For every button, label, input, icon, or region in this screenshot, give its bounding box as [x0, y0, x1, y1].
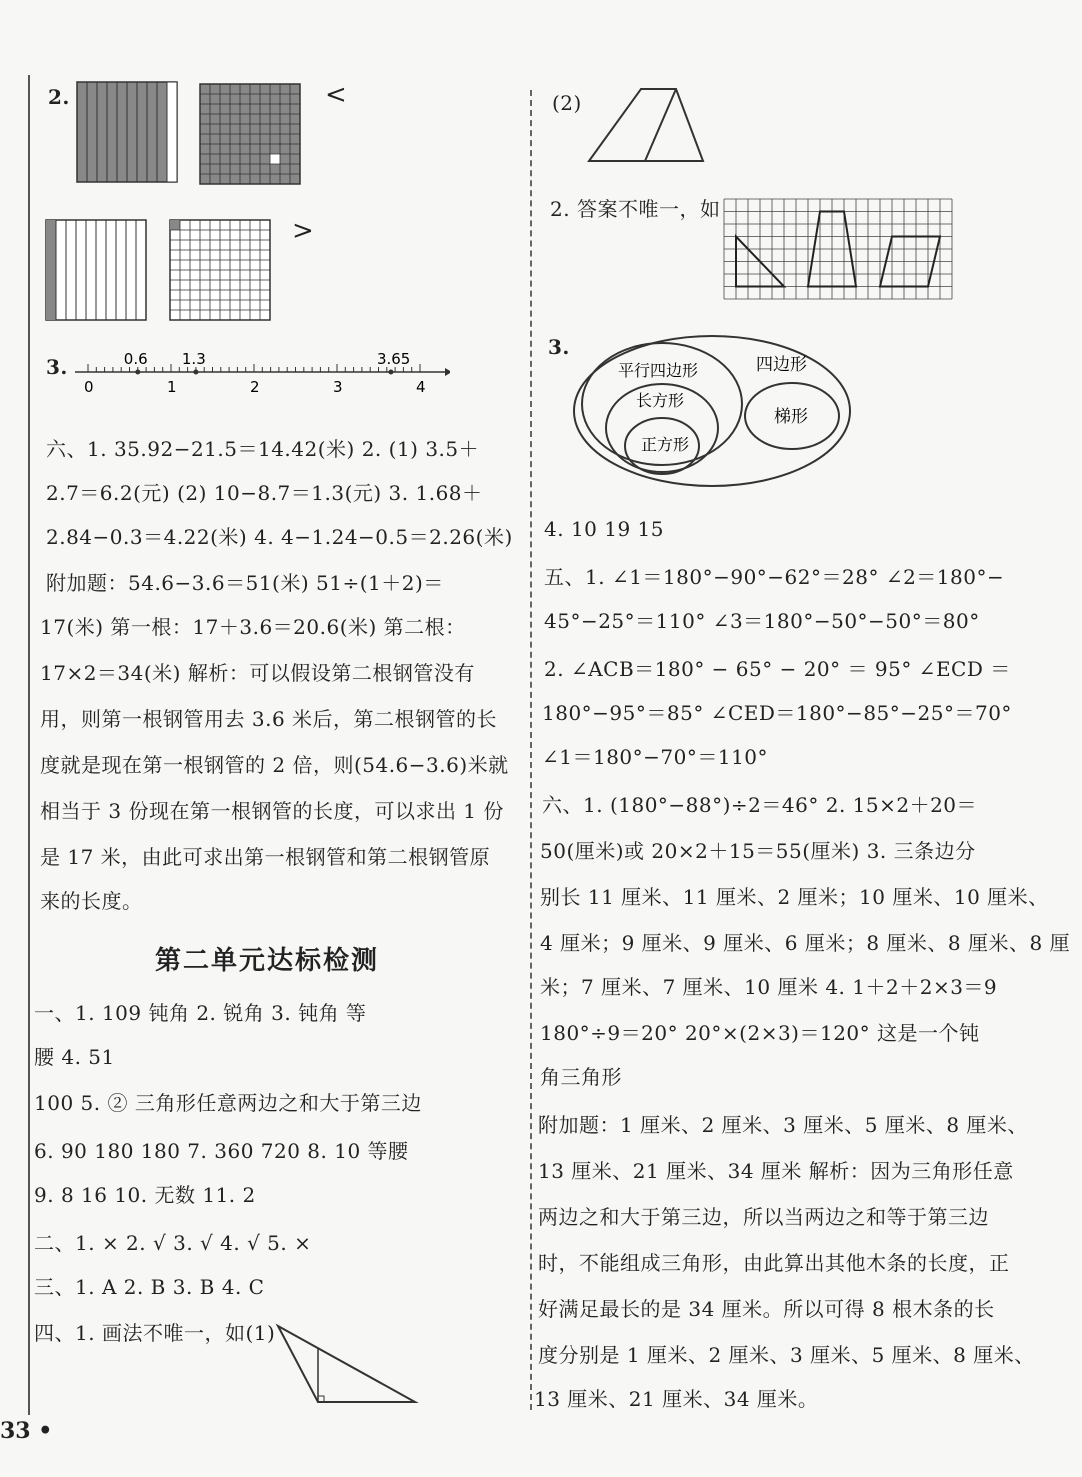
right-line-18: 度分别是 1 厘米、2 厘米、3 厘米、5 厘米、8 厘米、: [538, 1343, 1035, 1367]
fig2-label: (2): [552, 91, 582, 115]
right-line-11: 180°÷9＝20° 20°×(2×3)＝120° 这是一个钝: [540, 1021, 980, 1045]
number-line-point-label: 1.3: [181, 350, 206, 368]
grid-figure: [723, 198, 953, 306]
q2-label: 2.: [48, 85, 70, 109]
q2-text: 2. 答案不唯一，如: [550, 197, 721, 221]
unit-line-8: 四、1. 画法不唯一，如(1): [34, 1321, 276, 1345]
number-line-point: [135, 370, 140, 375]
right-line-12: 角三角形: [540, 1065, 622, 1089]
unit-line-3: 100 5. ② 三角形任意两边之和大于第三边: [34, 1091, 422, 1115]
number-line-point: [388, 370, 393, 375]
right-line-19: 13 厘米、21 厘米、34 厘米。: [534, 1387, 819, 1411]
extra-line-8: 来的长度。: [40, 889, 143, 913]
compare-sign-1: <: [325, 80, 348, 110]
grid-rect-1: [200, 84, 300, 184]
extra-line-6: 相当于 3 份现在第一根钢管的长度，可以求出 1 份: [40, 799, 504, 823]
right-line-3: 2. ∠ACB＝180° − 65° − 20° ＝ 95° ∠ECD ＝: [544, 657, 1011, 681]
right-line-6: 六、1. (180°−88°)÷2＝46° 2. 15×2＋20＝: [542, 793, 978, 817]
q4-text: 4. 10 19 15: [544, 517, 665, 541]
q3-label: 3.: [548, 335, 570, 359]
right-line-10: 米；7 厘米、7 厘米、10 厘米 4. 1＋2＋2×3＝9: [540, 975, 998, 999]
six-line-2: 2.7＝6.2(元) (2) 10−8.7＝1.3(元) 3. 1.68＋: [46, 481, 483, 505]
extra-line-1: 附加题：54.6−3.6＝51(米) 51÷(1＋2)＝: [46, 571, 444, 595]
number-line: [70, 350, 450, 410]
venn-label-rectangle: 长方形: [636, 391, 685, 410]
unit-title: 第二单元达标检测: [155, 946, 380, 976]
right-line-7: 50(厘米)或 20×2＋15＝55(厘米) 3. 三条边分: [540, 839, 976, 863]
unit-line-5: 9. 8 16 10. 无数 11. 2: [34, 1183, 256, 1207]
striped-rect-2: [46, 220, 146, 320]
six-line-3: 2.84−0.3＝4.22(米) 4. 4−1.24−0.5＝2.26(米): [46, 525, 513, 549]
left-margin-rule: [28, 75, 30, 1415]
venn-label-quadrilateral: 四边形: [756, 355, 807, 375]
column-divider: [530, 90, 534, 1410]
right-line-1: 五、1. ∠1＝180°−90°−62°＝28° ∠2＝180°−: [544, 565, 1005, 589]
parallelogram-triangle-figure: [583, 85, 713, 167]
unit-line-4: 6. 90 180 180 7. 360 720 8. 10 等腰: [34, 1139, 409, 1163]
right-line-14: 13 厘米、21 厘米、34 厘米 解析：因为三角形任意: [538, 1159, 1014, 1183]
unit-line-2: 腰 4. 51: [34, 1045, 115, 1069]
number-line-point-label: 3.65: [376, 350, 411, 368]
number-line-tick-label: 0: [84, 378, 94, 396]
right-line-13: 附加题：1 厘米、2 厘米、3 厘米、5 厘米、8 厘米、: [538, 1113, 1028, 1137]
left-column: [34, 70, 513, 1430]
right-line-4: 180°−95°＝85° ∠CED＝180°−85°−25°＝70°: [542, 701, 1012, 725]
right-line-2: 45°−25°＝110° ∠3＝180°−50°−50°＝80°: [544, 609, 980, 633]
number-line-tick-label: 4: [416, 378, 426, 396]
extra-line-7: 是 17 米，由此可求出第一根钢管和第二根钢管原: [40, 845, 491, 869]
right-line-16: 时，不能组成三角形，由此算出其他木条的长度，正: [538, 1251, 1010, 1275]
unit-line-1: 一、1. 109 钝角 2. 锐角 3. 钝角 等: [34, 1001, 367, 1025]
right-line-8: 别长 11 厘米、11 厘米、2 厘米；10 厘米、10 厘米、: [540, 885, 1049, 909]
right-line-5: ∠1＝180°−70°＝110°: [542, 745, 769, 769]
q3-label: 3.: [46, 355, 68, 379]
number-line-tick-label: 3: [333, 378, 343, 396]
fraction-figures: [40, 80, 340, 330]
triangle-figure-1: [270, 1320, 430, 1410]
unit-line-7: 三、1. A 2. B 3. B 4. C: [34, 1275, 265, 1299]
striped-rect-1: [77, 82, 177, 182]
six-line-1: 六、1. 35.92−21.5＝14.42(米) 2. (1) 3.5＋: [46, 437, 480, 461]
right-line-17: 好满足最长的是 34 厘米。所以可得 8 根木条的长: [538, 1297, 995, 1321]
number-line-tick-label: 1: [167, 378, 177, 396]
compare-sign-2: >: [292, 216, 315, 246]
right-line-9: 4 厘米；9 厘米、9 厘米、6 厘米；8 厘米、8 厘米、8 厘: [540, 931, 1071, 955]
unit-line-6: 二、1. × 2. √ 3. √ 4. √ 5. ×: [34, 1231, 312, 1255]
extra-line-3: 17×2＝34(米) 解析：可以假设第二根钢管没有: [40, 661, 475, 685]
venn-diagram: [572, 332, 857, 490]
right-line-15: 两边之和大于第三边，所以当两边之和等于第三边: [538, 1205, 989, 1229]
right-column: [534, 70, 1071, 1430]
extra-line-5: 度就是现在第一根钢管的 2 倍，则(54.6−3.6)米就: [40, 753, 509, 777]
grid-rect-2: [170, 220, 270, 320]
page-number: 33 •: [0, 1418, 53, 1444]
venn-label-parallelogram: 平行四边形: [618, 361, 699, 380]
number-line-point: [193, 370, 198, 375]
venn-label-square: 正方形: [641, 435, 690, 454]
venn-label-trapezoid: 梯形: [774, 407, 808, 427]
extra-line-2: 17(米) 第一根：17＋3.6＝20.6(米) 第二根：: [40, 615, 466, 639]
extra-line-4: 用，则第一根钢管用去 3.6 米后，第二根钢管的长: [40, 707, 498, 731]
number-line-tick-label: 2: [250, 378, 260, 396]
number-line-point-label: 0.6: [123, 350, 148, 368]
